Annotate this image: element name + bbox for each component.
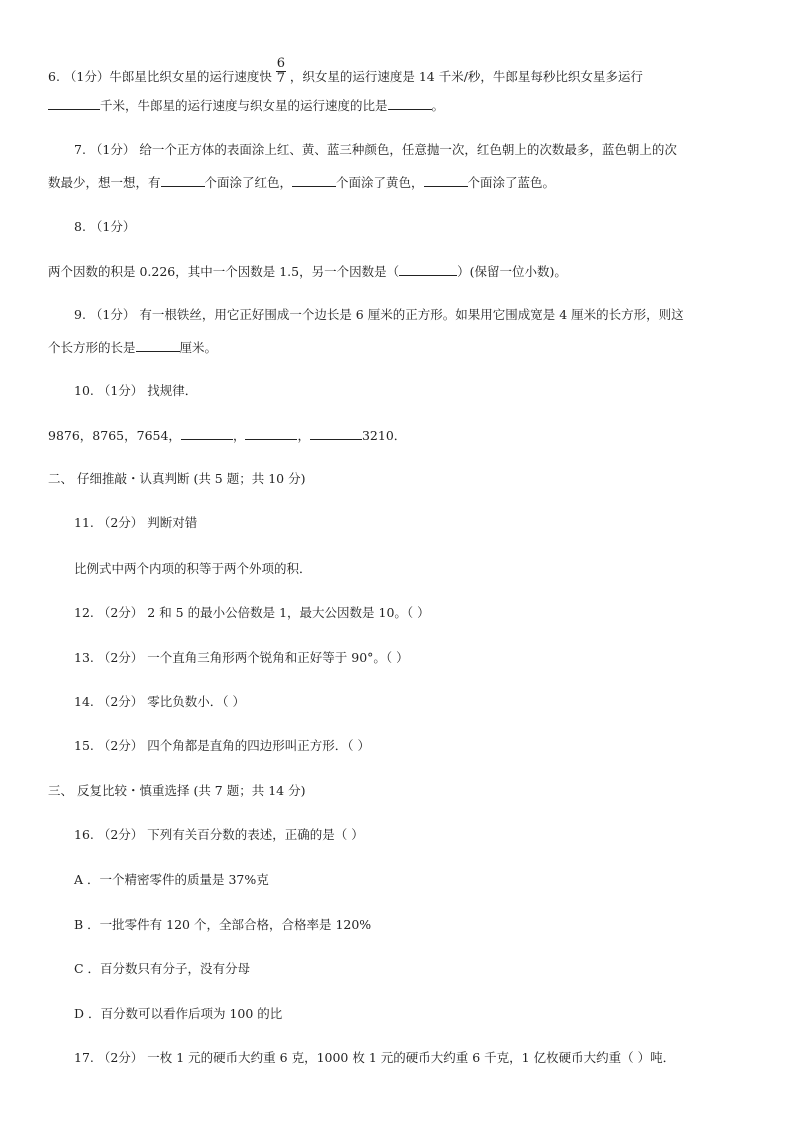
question-14: 14. （2分） 零比负数小．（ ）: [74, 694, 246, 709]
option-b[interactable]: B ．一批零件有 120 个，全部合格，合格率是 120%: [74, 917, 372, 932]
question-9-line-2: [48, 338, 217, 357]
answer-blank[interactable]: [399, 262, 457, 276]
question-8-line-2: [48, 262, 567, 281]
answer-blank[interactable]: [292, 173, 336, 187]
question-17: 17. （2分） 一枚 1 元的硬币大约重 6 克，1000 枚 1 元的硬币大约重 6 千克，1 亿枚硬币大约重（ ）吨．: [74, 1050, 676, 1065]
answer-blank[interactable]: [424, 173, 468, 187]
sequence-end: 3210．: [361, 428, 407, 443]
answer-blank[interactable]: [48, 96, 100, 110]
question-6-line-2: [48, 96, 444, 115]
section-3-heading: 三、 反复比较・慎重选择 (共 7 题；共 14 分): [48, 783, 306, 798]
question-8-line-1: 8. （1分）: [74, 219, 136, 234]
q7-text: 数最少，想一想，有: [48, 175, 161, 190]
option-a[interactable]: A ．一个精密零件的质量是 37%克: [74, 872, 269, 887]
fraction-six-sevenths: [276, 58, 286, 85]
question-11-line-1: 11. （2分） 判断对错: [74, 515, 198, 530]
question-12: 12. （2分） 2 和 5 的最小公倍数是 1，最大公因数是 10。（ ）: [74, 605, 430, 620]
q9-text: 个长方形的长是: [48, 340, 136, 355]
q8-text: ）(保留一位小数)。: [457, 264, 567, 279]
question-7-line-2: [48, 173, 555, 192]
question-6-line-1: [48, 56, 643, 91]
q6-mid: ，织女星的运行速度是 14 千米/秒，牛郎星每秒比织女星多运行: [289, 69, 643, 84]
q6-prefix: 6. （1分）牛郎星比织女星的运行速度快: [48, 69, 272, 84]
fraction-numerator: 6: [276, 56, 285, 71]
answer-blank[interactable]: [245, 426, 297, 440]
option-c[interactable]: C ．百分数只有分子，没有分母: [74, 961, 251, 976]
q9-text: 厘米。: [179, 340, 218, 355]
question-10-line-1: 10. （1分） 找规律．: [74, 383, 198, 398]
answer-blank[interactable]: [388, 96, 432, 110]
sequence-text: 9876，8765，7654，: [48, 428, 181, 443]
question-9-line-1: 9. （1分） 有一根铁丝，用它正好围成一个边长是 6 厘米的正方形。如果用它围成宽是 4 厘米的长方形，则这: [74, 307, 684, 322]
answer-blank[interactable]: [181, 426, 233, 440]
question-15: 15. （2分） 四个角都是直角的四边形叫正方形．（ ）: [74, 738, 371, 753]
separator: ，: [232, 428, 246, 443]
answer-blank[interactable]: [161, 173, 205, 187]
question-7-line-1: 7. （1分） 给一个正方体的表面涂上红、黄、蓝三种颜色，任意抛一次，红色朝上的次数最多，蓝色朝上的次: [74, 142, 677, 157]
q7-text: 个面涂了蓝色。: [467, 175, 556, 190]
q7-text: 个面涂了红色，: [204, 175, 293, 190]
option-d[interactable]: D ．百分数可以看作后项为 100 的比: [74, 1006, 283, 1021]
question-11-line-2: 比例式中两个内项的积等于两个外项的积．: [74, 561, 312, 576]
question-16-stem: 16. （2分） 下列有关百分数的表述，正确的是（ ）: [74, 827, 364, 842]
q8-text: 两个因数的积是 0.226，其中一个因数是 1.5，另一个因数是（: [48, 264, 400, 279]
q6-end: 。: [431, 98, 445, 113]
q7-text: 个面涂了黄色，: [336, 175, 424, 190]
answer-blank[interactable]: [136, 338, 180, 352]
section-2-heading: 二、 仔细推敲・认真判断 (共 5 题；共 10 分): [48, 471, 306, 486]
fraction-denominator: 7: [276, 71, 285, 86]
question-10-sequence: [48, 426, 406, 445]
answer-blank[interactable]: [310, 426, 362, 440]
question-13: 13. （2分） 一个直角三角形两个锐角和正好等于 90°。（ ）: [74, 650, 409, 665]
q6-text: 千米，牛郎星的运行速度与织女星的运行速度的比是: [100, 98, 388, 113]
separator: ，: [297, 428, 310, 443]
